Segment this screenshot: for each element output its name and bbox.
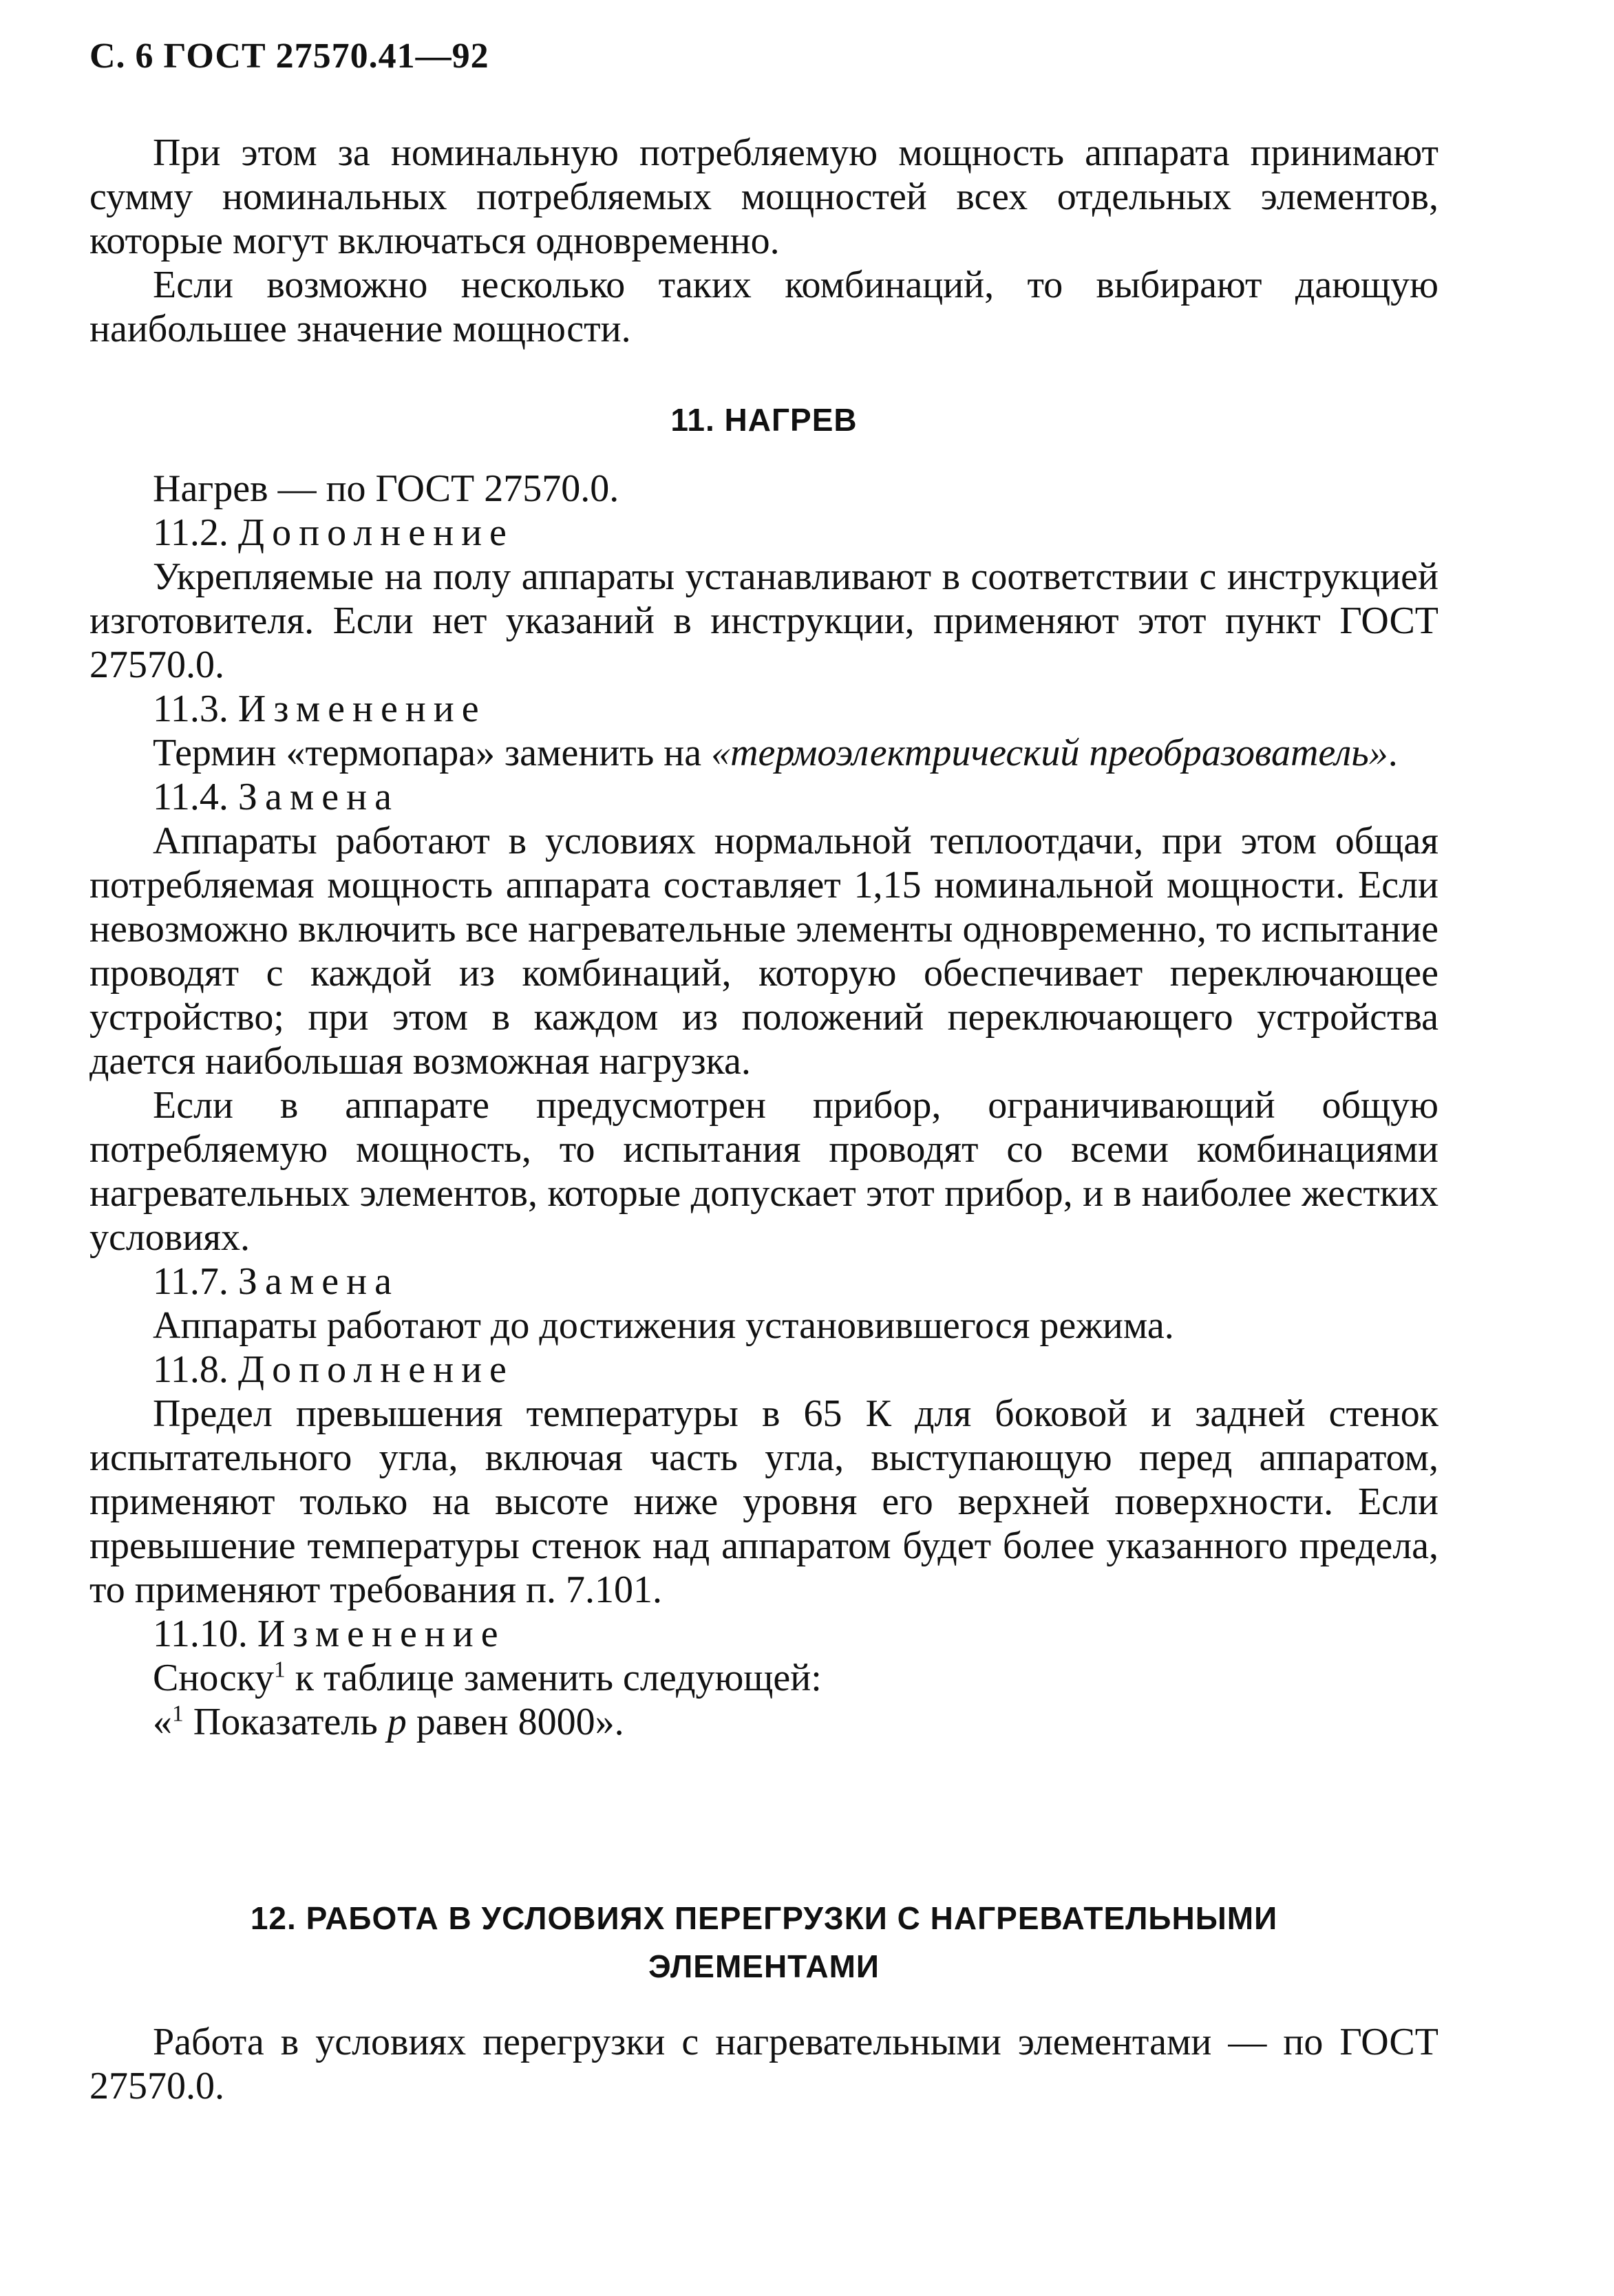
running-head: С. 6 ГОСТ 27570.41—92 bbox=[89, 36, 489, 76]
clause-11-10-quote bbox=[89, 1700, 1438, 1744]
section-11-heading: 11. НАГРЕВ bbox=[670, 402, 858, 438]
clause-number: 11.8. bbox=[153, 1348, 229, 1391]
clause-number: 11.7. bbox=[153, 1260, 229, 1303]
clause-11-3-text-end: . bbox=[1388, 732, 1398, 774]
section-12-text: Работа в условиях перегрузки с нагревательными элементами — по ГОСТ 27570.0. bbox=[89, 2021, 1438, 2107]
footnote-marker: 1 bbox=[273, 1657, 286, 1683]
clause-label: Замена bbox=[237, 1260, 399, 1303]
clause-11-2-title bbox=[89, 511, 1438, 555]
clause-11-10-text-b: к таблице заменить следующей: bbox=[285, 1657, 822, 1699]
intro-paragraph-2: Если возможно несколько таких комбинаций, то выбирают дающую наибольшее значение мощности. bbox=[89, 264, 1438, 350]
clause-11-2-text: Укрепляемые на полу аппараты устанавливают в соответствии с инструкцией изготовителя. Если нет указаний в инструкции, применяют этот пункт ГОСТ 27570.0. bbox=[89, 555, 1438, 686]
clause-number: 11.4. bbox=[153, 776, 229, 818]
clause-11-3-title bbox=[89, 687, 1438, 731]
intro-paragraph-1: При этом за номинальную потребляемую мощность аппарата принимают сумму номинальных потребляемых мощностей всех отдельных элементов, которые могут включаться одновременно. bbox=[89, 131, 1438, 262]
clause-11-8-title bbox=[89, 1348, 1438, 1392]
section-12-heading-line-2: ЭЛЕМЕНТАМИ bbox=[648, 1948, 880, 1984]
quote-text: Показатель bbox=[183, 1701, 387, 1743]
section-11-general: Нагрев — по ГОСТ 27570.0. bbox=[153, 467, 619, 510]
section-11-body bbox=[89, 467, 1438, 1744]
clause-label: Дополнение bbox=[237, 1348, 514, 1391]
quote-variable: p bbox=[387, 1701, 407, 1743]
clause-number: 11.3. bbox=[153, 688, 229, 730]
section-12-heading-line-1: 12. РАБОТА В УСЛОВИЯХ ПЕРЕГРУЗКИ С НАГРЕВАТЕЛЬНЫМИ bbox=[250, 1900, 1278, 1936]
clause-label: Замена bbox=[237, 776, 399, 818]
clause-11-7-title bbox=[89, 1259, 1438, 1304]
clause-label: Дополнение bbox=[237, 511, 514, 554]
quote-end: равен 8000». bbox=[406, 1701, 624, 1743]
clause-number: 11.10. bbox=[153, 1613, 248, 1655]
section-12-body bbox=[89, 2020, 1438, 2108]
clause-label: Изменение bbox=[237, 688, 487, 730]
clause-11-4-title bbox=[89, 775, 1438, 819]
quote-open: « bbox=[153, 1701, 172, 1743]
clause-label: Изменение bbox=[257, 1613, 506, 1655]
intro-block bbox=[89, 131, 1438, 351]
clause-11-3-text bbox=[89, 731, 1438, 775]
clause-11-10-text bbox=[89, 1656, 1438, 1700]
clause-11-3-italic-term: «термоэлектрический преобразователь» bbox=[711, 732, 1388, 774]
clause-11-10-text-a: Сноску bbox=[153, 1657, 274, 1699]
clause-11-8-text: Предел превышения температуры в 65 К для боковой и задней стенок испытательного угла, включая часть угла, выступающую перед аппаратом, применяют только на высоте ниже уровня его верхней поверхности. Если превышение температуры стенок над аппаратом будет более указанного предела, то применяют требования п. 7.101. bbox=[89, 1392, 1438, 1611]
section-12-heading bbox=[89, 1894, 1438, 1990]
clause-11-3-text-start: Термин «термопара» заменить на bbox=[153, 732, 712, 774]
clause-11-10-title bbox=[89, 1612, 1438, 1656]
clause-11-4-text-1: Аппараты работают в условиях нормальной теплоотдачи, при этом общая потребляемая мощность аппарата составляет 1,15 номинальной мощности. Если невозможно включить все нагревательные элементы одновременно, то испытание проводят с каждой из комбинаций, которую обеспечивает переключающее устройство; при этом в каждом из положений переключающего устройства дается наибольшая возможная нагрузка. bbox=[89, 820, 1438, 1083]
clause-11-4-text-2: Если в аппарате предусмотрен прибор, ограничивающий общую потребляемую мощность, то испытания проводят со всеми комбинациями нагревательных элементов, которые допускает этот прибор, и в наиболее жестких условиях. bbox=[89, 1084, 1438, 1259]
clause-11-7-text: Аппараты работают до достижения установившегося режима. bbox=[153, 1304, 1174, 1347]
footnote-marker: 1 bbox=[172, 1701, 184, 1727]
clause-number: 11.2. bbox=[153, 511, 229, 554]
